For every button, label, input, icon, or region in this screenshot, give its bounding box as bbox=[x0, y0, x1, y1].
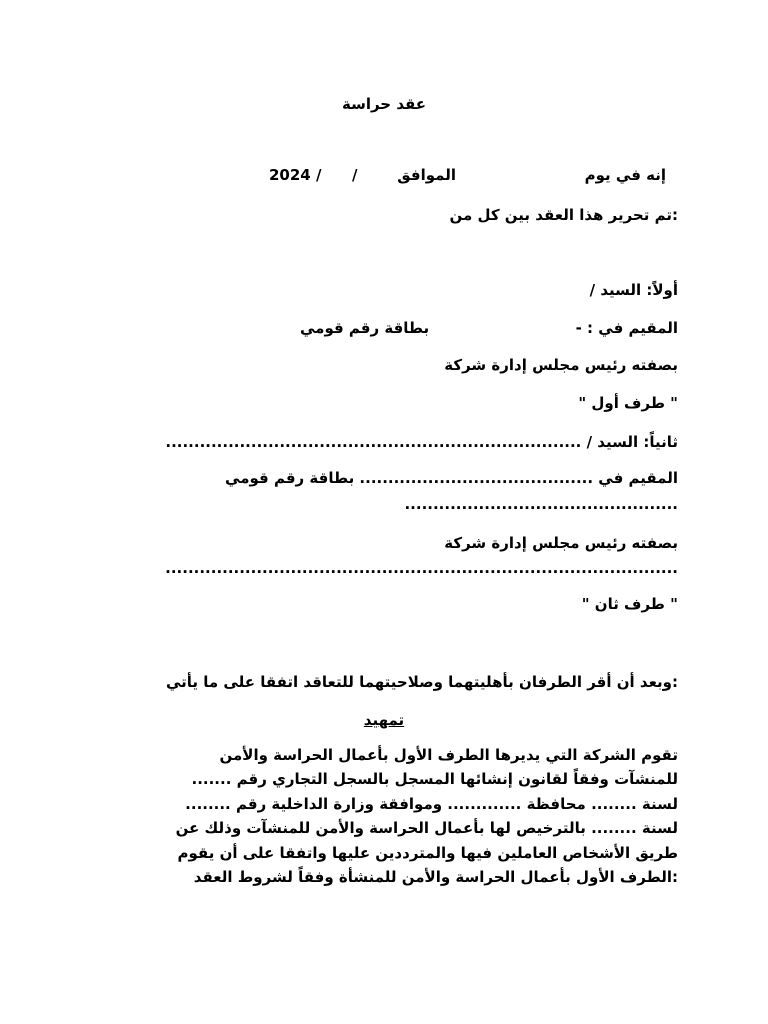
first-party-capacity: بصفته رئيس مجلس إدارة شركة bbox=[444, 356, 678, 374]
preamble-line: تقوم الشركة التي يديرها الطرف الأول بأعمال الحراسة والأمن bbox=[219, 746, 678, 764]
first-party-residence: - : المقيم في bbox=[575, 319, 678, 337]
preamble-line: طريق الأشخاص العاملين فيها والمترددين عليها واتفقا على أن يقوم bbox=[177, 843, 678, 862]
contract-intro: تم تحرير هذا العقد بين كل من: bbox=[449, 206, 678, 224]
first-party-name: / أولاً: السيد bbox=[589, 281, 678, 299]
second-party-capacity: بصفته رئيس مجلس إدارة شركة bbox=[444, 534, 678, 552]
date-slash: / bbox=[352, 166, 358, 184]
date-year: 2024 / bbox=[269, 166, 322, 184]
second-party-company-dots: .......................................................................................... bbox=[165, 559, 678, 577]
second-party-label: " طرف ثان " bbox=[581, 595, 678, 613]
first-party-label: " طرف أول " bbox=[578, 394, 678, 412]
first-party-national-id: بطاقة رقم قومي bbox=[300, 319, 430, 337]
preamble-line: للمنشآت وفقاً لقانون إنشائها المسجل بالسجل التجاري رقم ....... bbox=[191, 770, 678, 789]
on-day-label: إنه في يوم bbox=[584, 166, 666, 184]
preamble-line: لسنة ........ بالترخيص لها بأعمال الحراسة والأمن للمنشآت وذلك عن bbox=[175, 819, 678, 838]
corresponding-label: الموافق bbox=[397, 166, 456, 184]
agreement-intro: وبعد أن أقر الطرفان بأهليتهما وصلاحيتهما للتعاقد اتفقا على ما يأتي: bbox=[165, 673, 678, 691]
document-title: عقد حراسة bbox=[341, 95, 427, 113]
preamble-heading: تمهيد bbox=[363, 711, 405, 729]
second-party-name: ......................................................................... / ثانياً: السيد bbox=[165, 433, 678, 451]
preamble-line: لسنة ........ محافظة ............. وموافقة وزارة الداخلية رقم ........ bbox=[185, 794, 678, 813]
second-party-id-dots: ................................................ bbox=[404, 495, 678, 513]
preamble-paragraph bbox=[88, 743, 678, 889]
second-party-residence: المقيم في ......................................... بطاقة رقم قومي bbox=[225, 469, 678, 487]
preamble-line: الطرف الأول بأعمال الحراسة والأمن للمنشأة وفقاً لشروط العقد: bbox=[193, 868, 678, 887]
